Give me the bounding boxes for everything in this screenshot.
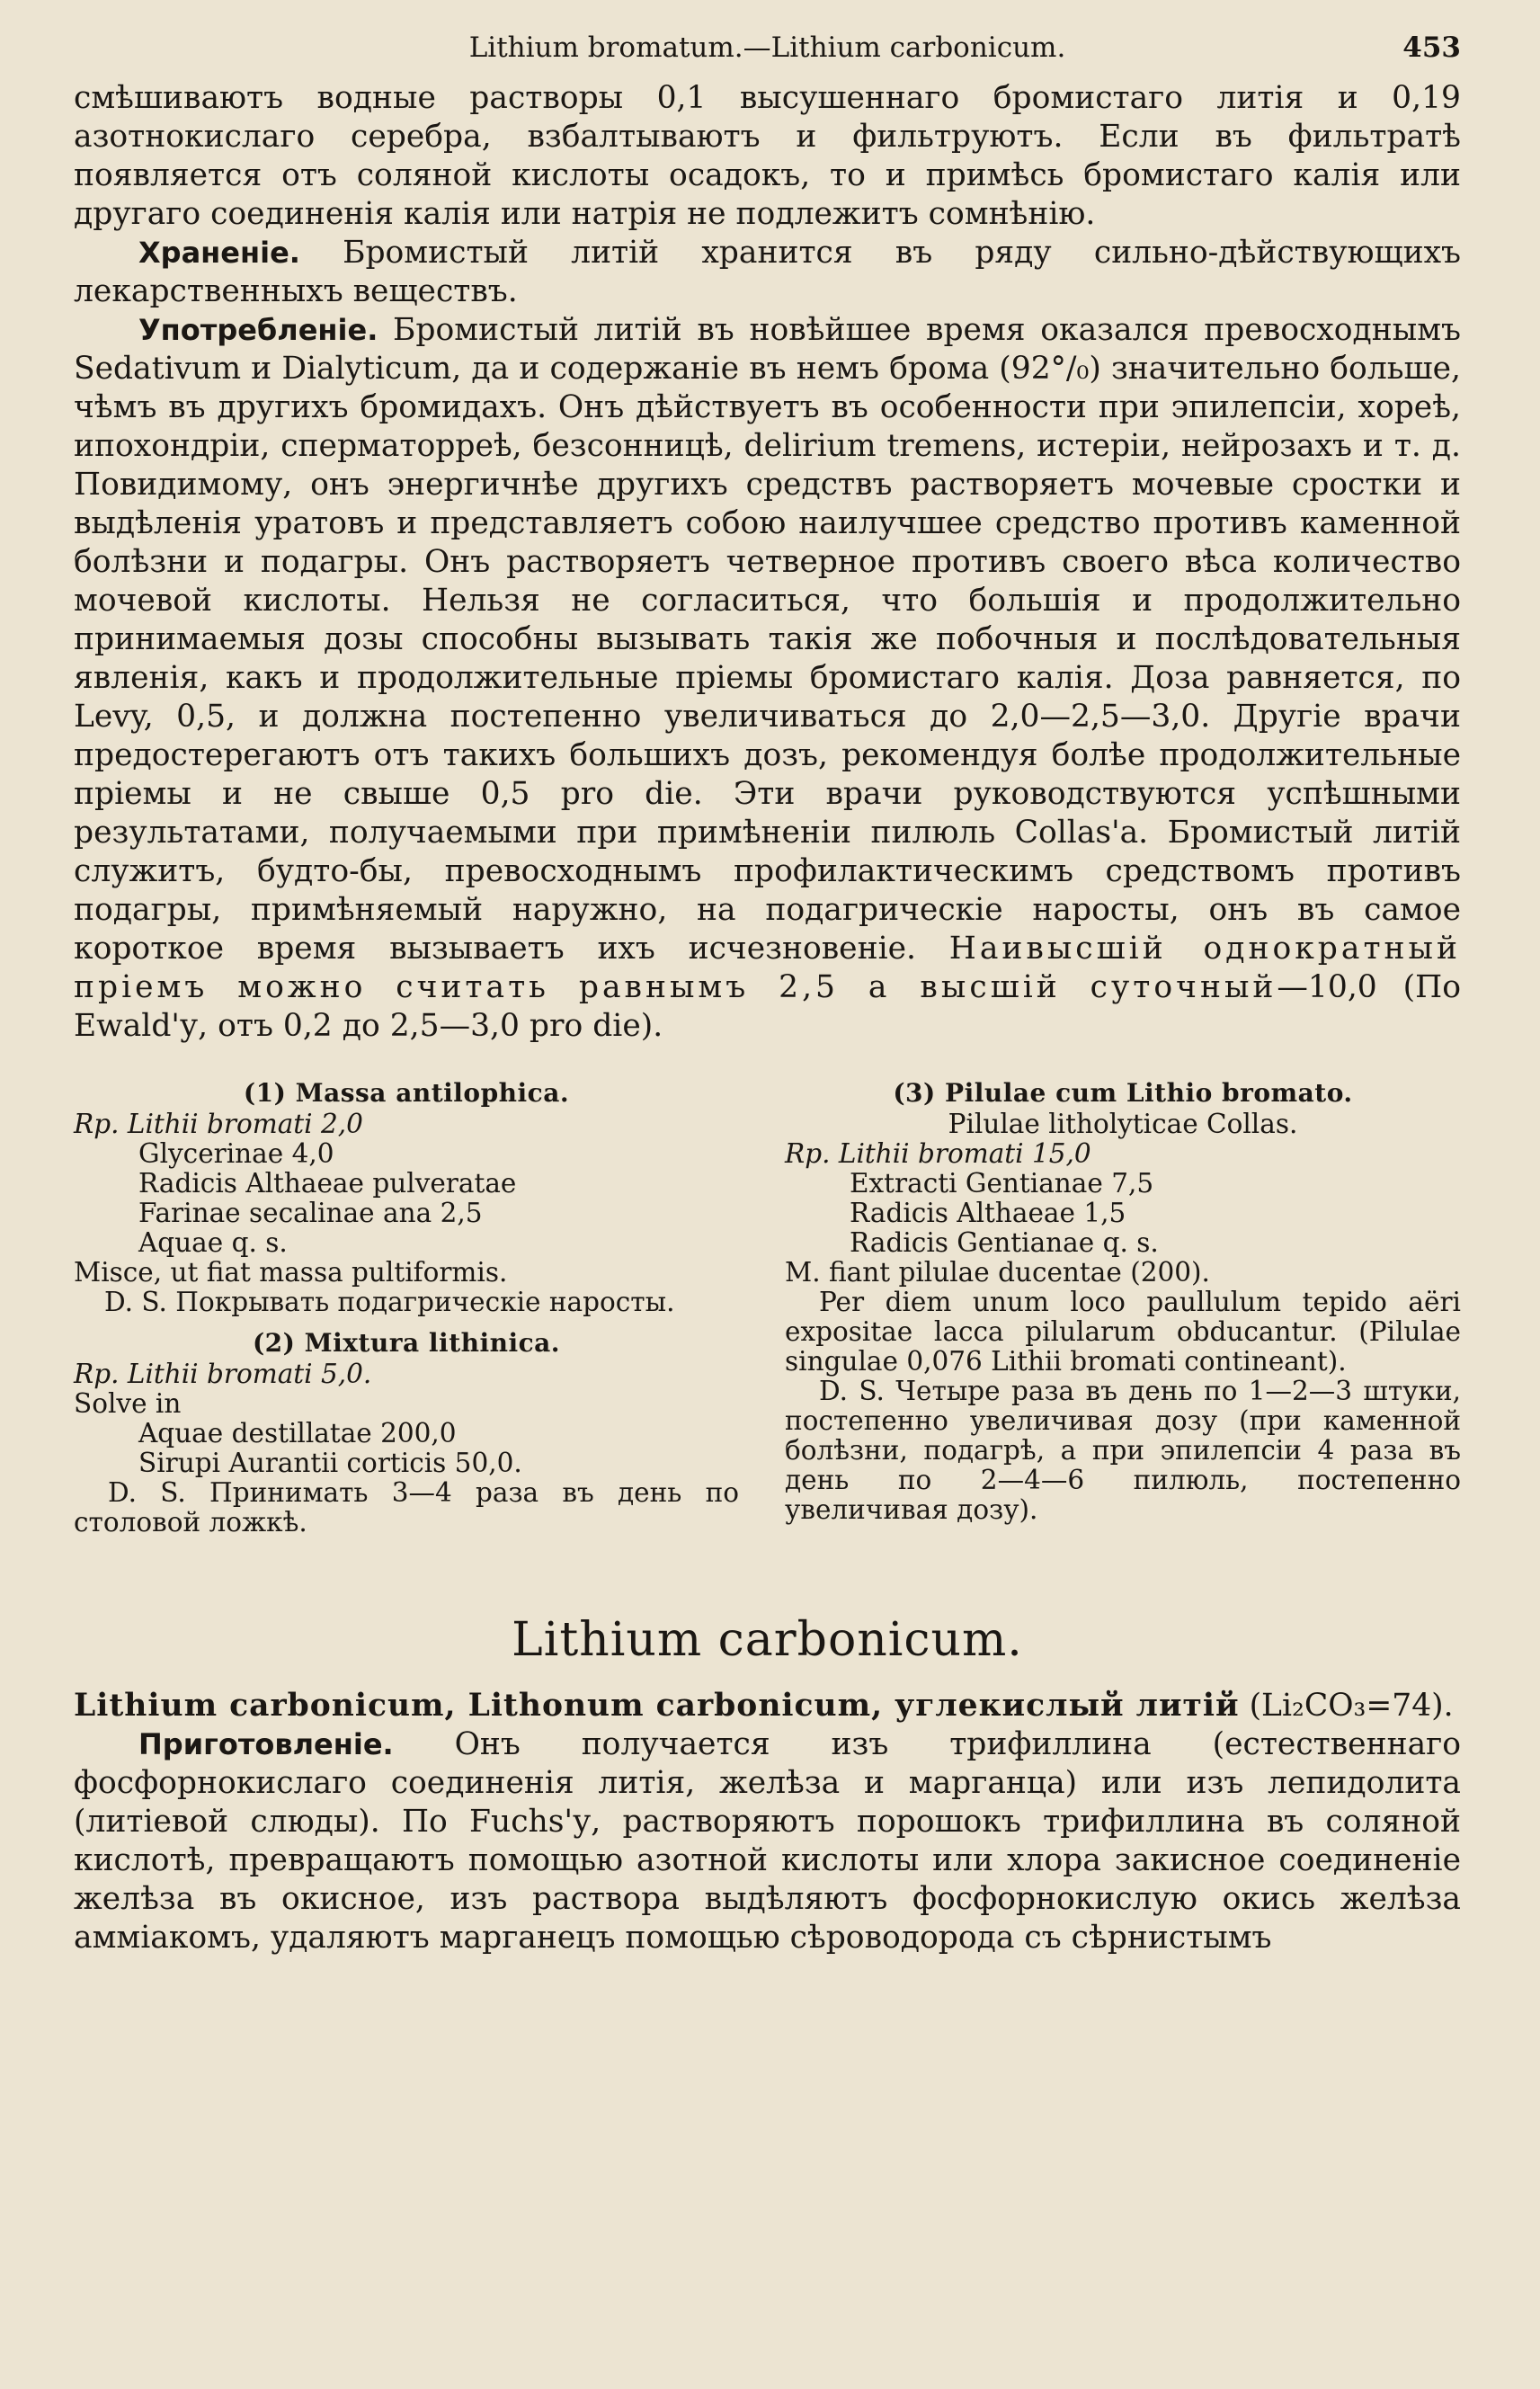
recipe-line: Aquae destillatae 200,0 xyxy=(138,1418,457,1449)
recipes-right-column xyxy=(785,1073,1461,1538)
recipe-line: Radicis Gentianae q. s. xyxy=(850,1227,1159,1258)
main-text xyxy=(74,79,1461,1046)
recipe-3-title: (3) Pilulae cum Lithio bromato. xyxy=(893,1078,1353,1108)
section-intro xyxy=(74,1687,1461,1725)
recipe-line: Radicis Althaeae pulveratae xyxy=(138,1168,517,1199)
usage-text-end: —10,0 (По Ewald'у, отъ 0,2 до 2,5—3,0 pro die). xyxy=(74,969,1461,1044)
recipe-2-title: (2) Mixtura lithinica. xyxy=(252,1328,561,1358)
recipe-line: Sirupi Aurantii corticis 50,0. xyxy=(138,1448,522,1478)
running-header xyxy=(74,23,1461,72)
usage-text: Бромистый литій въ новѣйшее время оказался превосходнымъ Sedativum и Dialyticum, да и содержаніе въ немъ брома (92°/₀) значительно больше, чѣмъ въ другихъ бромидахъ. Онъ дѣйствуетъ въ особенности при эпилепсіи, хореѣ, ипохондріи, сперматорреѣ, безсонницѣ, delirium tremens, истеріи, нейрозахъ и т. д. Повидимому, онъ энергичнѣе другихъ средствъ растворяетъ мочевые сростки и выдѣленія уратовъ и представляетъ собою наилучшее средство противъ каменной болѣзни и подагры. Онъ растворяетъ четверное противъ своего вѣса количество мочевой кислоты. Нельзя не согласиться, что большія и продолжительно принимаемыя дозы способны вызывать такія же побочныя и послѣдовательныя явленія, какъ и продолжительные пріемы бромистаго калія. Доза равняется, по Levy, 0,5, и должна постепенно увеличиваться до 2,0—2,5—3,0. Другіе врачи предостерегаютъ отъ такихъ большихъ дозъ, рекомендуя болѣе продолжительные пріемы и не свыше 0,5 pro die. Эти врачи руководствуются успѣшными результатами, получаемыми при примѣненіи пилюль Collas'а. Бромистый литій служитъ, будто-бы, превосходнымъ профилактическимъ средствомъ противъ подагры, примѣняемый наружно, на подагрическіе наросты, онъ въ самое короткое время вызываетъ ихъ исчезновеніе. xyxy=(74,312,1461,967)
recipe-line: Rp. Lithii bromati 15,0 xyxy=(785,1138,1091,1169)
section-formula: (Li₂CO₃=74). xyxy=(1249,1688,1454,1724)
usage-heading: Употребленіе. xyxy=(138,313,378,347)
recipe-signa: D. S. Покрывать подагрическіе наросты. xyxy=(104,1287,675,1317)
recipe-line: Aquae q. s. xyxy=(138,1227,288,1258)
section-title: Lithium carbonicum. xyxy=(512,1613,1023,1667)
recipe-line: Solve in xyxy=(74,1388,182,1419)
section-text xyxy=(74,1687,1461,1957)
paragraph-preparation xyxy=(74,1725,1461,1957)
recipe-line: Rp. Lithii bromati 5,0. xyxy=(74,1359,372,1389)
recipe-3-subtitle: Pilulae litholyticae Collas. xyxy=(948,1109,1298,1139)
preparation-heading: Приготовленіе. xyxy=(138,1727,394,1761)
section-intro-lead: Lithium carbonicum, Lithonum carbonicum, углекислый литій xyxy=(74,1688,1240,1724)
recipes xyxy=(74,1073,1461,1538)
running-title: Lithium bromatum.—Lithium carbonicum. xyxy=(468,31,1066,64)
recipe-1-title: (1) Massa antilophica. xyxy=(243,1078,570,1108)
recipe-signa: D. S. Принимать 3—4 раза въ день по столовой ложкѣ. xyxy=(74,1477,739,1538)
recipe-line: Farinae secalinae ana 2,5 xyxy=(138,1198,483,1228)
recipe-line: Misce, ut fiat massa pultiformis. xyxy=(74,1257,508,1288)
preparation-text: Онъ получается изъ трифиллина (естественнаго фосфорнокислаго соединенія литія, желѣза и марганца) или изъ лепидолита (литіевой слюды). По Fuchs'у, растворяютъ порошокъ трифиллина въ соляной кислотѣ, превращаютъ помощью азотной кислоты или хлора закисное соединеніе желѣза въ окисное, изъ раствора выдѣляютъ фосфорнокислую окись желѣза амміакомъ, удаляютъ марганецъ помощью сѣроводорода съ сѣрнистымъ xyxy=(74,1726,1461,1956)
recipe-line: M. fiant pilulae ducentae (200). xyxy=(785,1257,1210,1288)
recipe-line: Radicis Althaeae 1,5 xyxy=(850,1198,1126,1228)
recipe-signa: D. S. Четыре раза въ день по 1—2—3 штуки, постепенно увеличивая дозу (при каменной болѣзни, подагрѣ, а при эпилепсіи 4 раза въ день по 2—4—6 пилюль, постепенно увеличивая дозу). xyxy=(785,1376,1461,1525)
usage-max-dose: Наивысшій однократный пріемъ можно считать равнымъ 2,5 а высшій суточный xyxy=(74,931,1461,1005)
storage-text: Бромистый литій хранится въ ряду сильно-дѣйствующихъ лекарственныхъ веществъ. xyxy=(74,235,1461,309)
recipe-note: Per diem unum loco paullulum tepido aëri expositae lacca pilularum obducantur. (Pilulae singulae 0,076 Lithii bromati contineant). xyxy=(785,1287,1461,1377)
page-number: 453 xyxy=(1402,31,1461,64)
paragraph-usage xyxy=(74,311,1461,1046)
recipe-line: Extracti Gentianae 7,5 xyxy=(850,1168,1154,1199)
paragraph-storage xyxy=(74,234,1461,311)
recipe-line: Rp. Lithii bromati 2,0 xyxy=(74,1109,363,1139)
paragraph-test-continuation: смѣшиваютъ водные растворы 0,1 высушеннаго бромистаго литія и 0,19 азотнокислаго серебра, взбалтываютъ и фильтруютъ. Если въ фильтратѣ появляется отъ соляной кислоты осадокъ, то и примѣсь бромистаго калія или другаго соединенія калія или натрія не подлежитъ сомнѣнію. xyxy=(74,80,1461,232)
recipe-line: Glycerinae 4,0 xyxy=(138,1138,334,1169)
storage-heading: Храненіе. xyxy=(138,236,300,270)
recipes-left-column xyxy=(74,1073,739,1538)
